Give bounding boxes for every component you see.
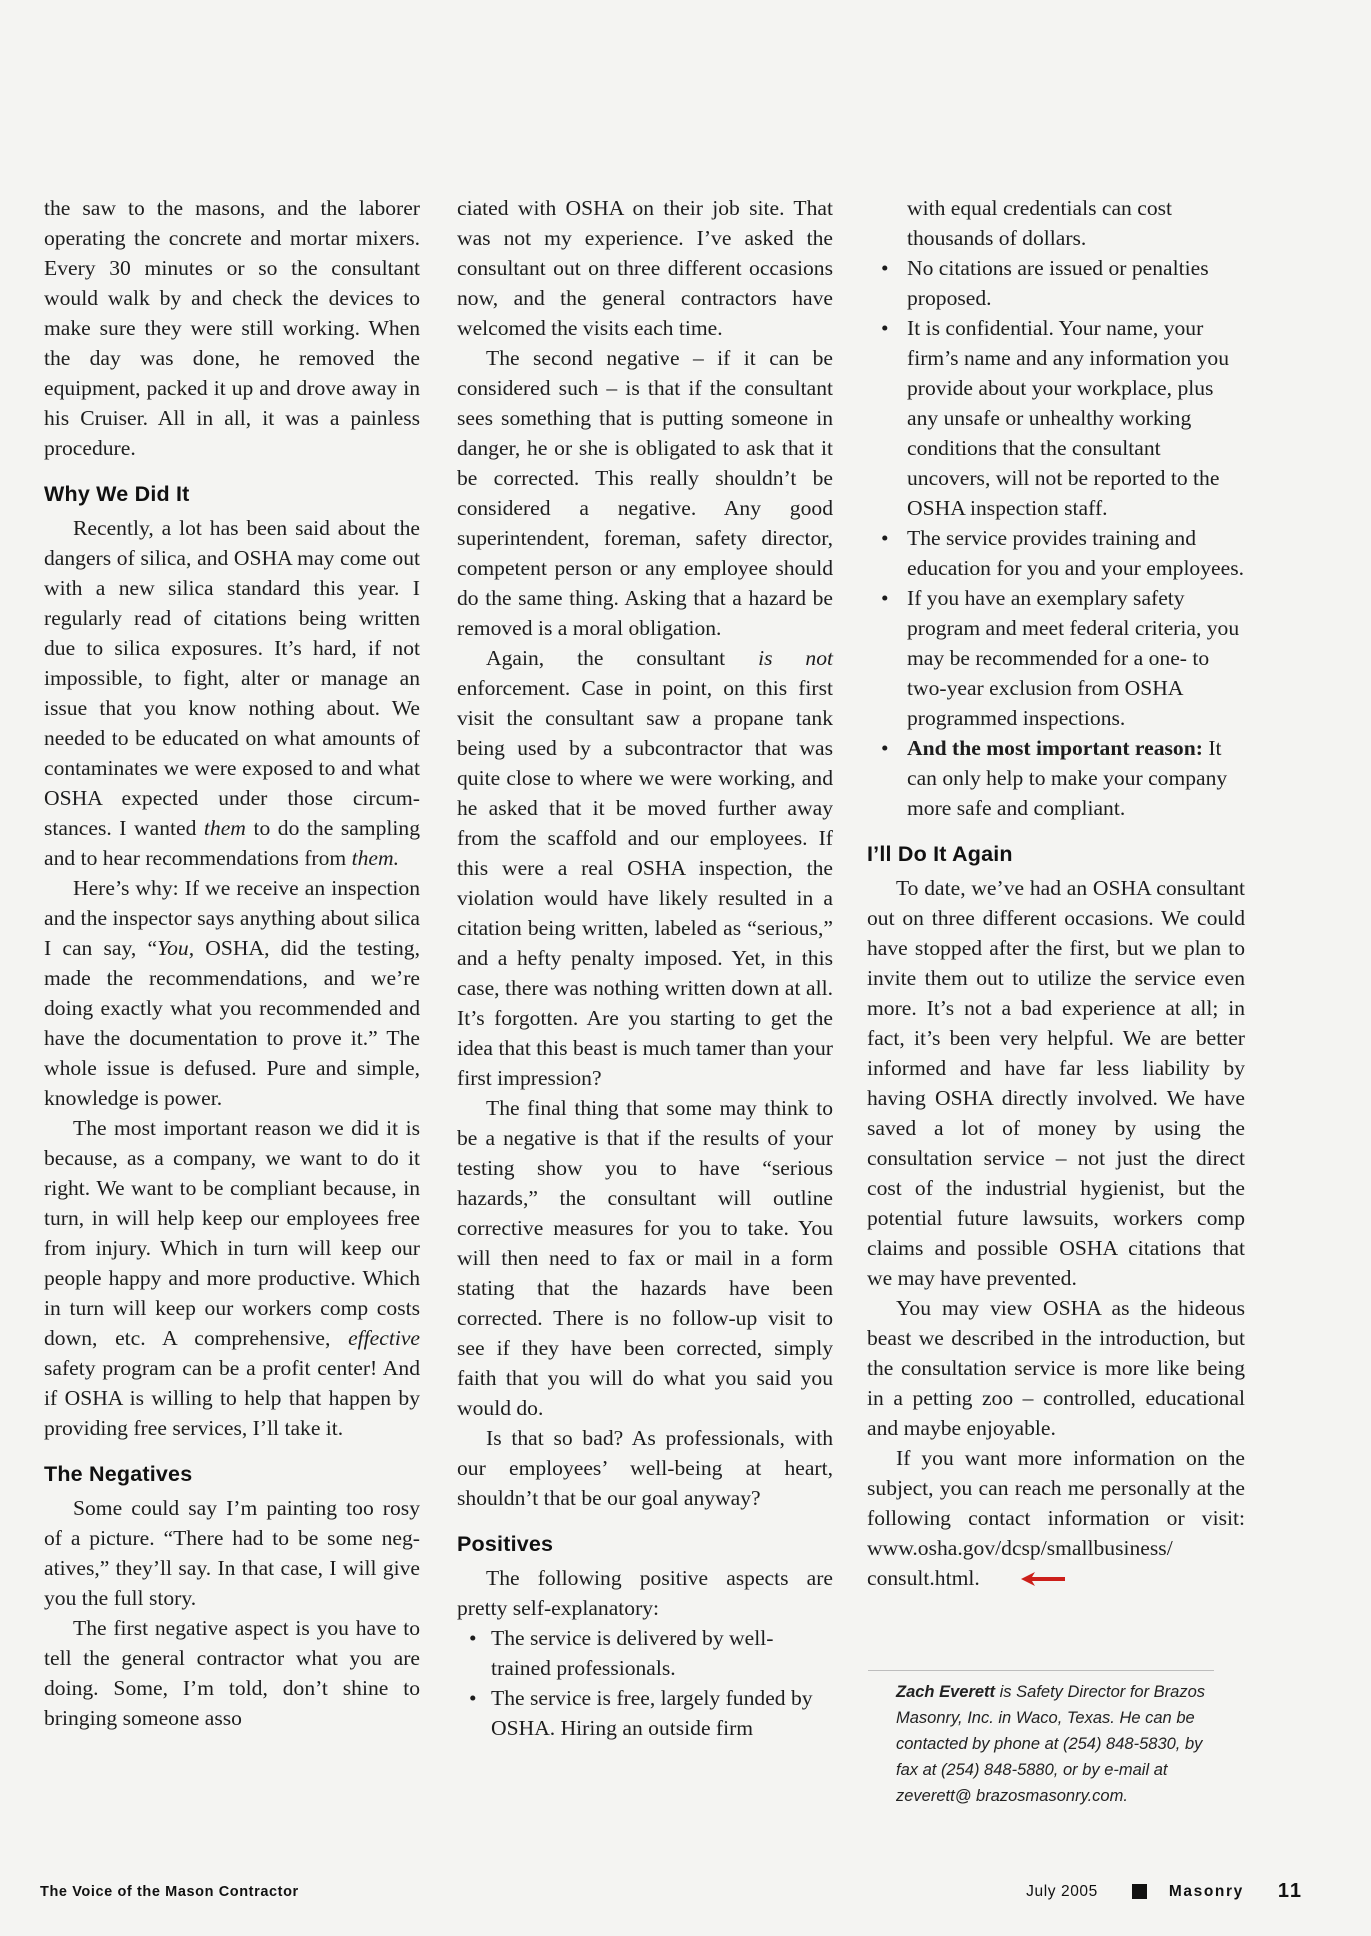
paragraph-second-negative: The second negative – if it can be considered such – is that if the consultant sees something that is putting someone in danger, he or she is obligated to ask that it be corrected. This really shouldn’t be considered a negative. Any good superintendent, foreman, safety director, competent person or any employee should do the same thing. Asking that a hazard be removed is a moral obligation. <box>457 346 833 640</box>
heading-ill-do-it-again: I’ll Do It Again <box>867 842 1013 866</box>
article-column-3 <box>867 193 1245 1595</box>
paragraph-why-2: Here’s why: If we receive an inspection and the inspector says anything about silica I can say, “You, OSHA, did the testing, made the recommendations, and we’re doing exactly what you recommended and have the documentation to prove it.” The whole issue is defused. Pure and simple, knowledge is power. <box>44 876 420 1110</box>
positives-list-continued <box>867 193 1245 823</box>
list-item: • If you have an exemplary safety program and meet federal criteria, you may be recommended for a one- to two-year exclusion from OSHA programmed inspections. <box>867 583 1245 733</box>
paragraph-again-1: To date, we’ve had an OSHA consultant out on three different occasions. We could have stopped after the first, but we plan to invite them out to utilize the service even more. It’s not a bad experience at all; in fact, it’s been very helpful. We are better informed and have far less liability by having OSHA directly involved. We have saved a lot of money by using the consultation service – not just the direct cost of the industrial hygienist, but the potential future lawsuits, workers comp claims and possible OSHA citations that we may have prevented. <box>867 876 1245 1290</box>
list-item: • The service is free, largely funded by OSHA. Hiring an outside firm <box>457 1683 833 1743</box>
paragraph-intro: the saw to the masons, and the laborer operating the concrete and mortar mixers. Every 30 minutes or so the consultant would walk by and check the devices to make sure they were still working. When the day was done, he removed the equipment, packed it up and drove away in his Cruiser. All in all, it was a painless procedure. <box>44 196 420 460</box>
paragraph-so-bad: Is that so bad? As professionals, with our employees’ well-being at heart, shouldn’t that be our goal anyway? <box>457 1426 833 1510</box>
article-column-1 <box>44 193 420 1733</box>
footer-tagline: The Voice of the Mason Contractor <box>40 1884 299 1900</box>
list-item: • The service provides training and education for you and your employees. <box>867 523 1245 583</box>
footer-page-info <box>1026 1880 1303 1903</box>
list-item: • It is confidential. Your name, your firm’s name and any information you provide about your workplace, plus any unsafe or unhealthy working conditions that the consultant uncovers, will not be reported to the OSHA inspection staff. <box>867 313 1245 523</box>
paragraph-again-3: If you want more information on the subject, you can reach me personally at the following contact information or visit: www.osha.gov/dcsp/smallbusiness/ consult.html. <box>867 1443 1245 1595</box>
heading-why-we-did-it: Why We Did It <box>44 482 190 506</box>
end-arrow-icon <box>990 1565 1067 1595</box>
list-item-continued: with equal credentials can cost thousands of dollars. <box>907 196 1173 250</box>
paragraph-why-3: The most important reason we did it is because, as a company, we want to do it right. We want to be compliant because, in turn, in will help keep our employees free from injury. Which in turn will keep our people happy and more productive. Which in turn will keep our workers comp costs down, etc. A comprehensive, effective safety program can be a profit center! And if OSHA is willing to help that happen by providing free services, I’ll take it. <box>44 1116 420 1440</box>
paragraph-positives-intro: The following positive aspects are pretty self-explanatory: <box>457 1566 833 1620</box>
heading-positives: Positives <box>457 1532 554 1556</box>
article-column-2 <box>457 193 833 1743</box>
footer-date: July 2005 <box>1026 1882 1098 1900</box>
paragraph-why-1: Recently, a lot has been said about the dangers of silica, and OSHA may come out with a new silica standard this year. I regularly read of citations being written due to silica exposures. It’s hard, if not impossible, to fight, alter or manage an issue that you know nothing about. We needed to be educated on what amounts of contaminates we were exposed to and what OSHA expected under those circumstances. I wanted them to do the sampling and to hear recommendations from them. <box>44 516 420 870</box>
paragraph-again-2: You may view OSHA as the hideous beast we described in the introduction, but the consultation service is more like being in a petting zoo – controlled, educational and maybe enjoyable. <box>867 1296 1245 1440</box>
list-item: • No citations are issued or penalties proposed. <box>867 253 1245 313</box>
page-number: 11 <box>1277 1880 1303 1902</box>
list-item: • The service is delivered by well-trained professionals. <box>457 1623 833 1683</box>
paragraph-negatives-2: The first negative aspect is you have to tell the general contractor what you are doing. Some, I’m told, don’t shine to bringing someone asso <box>44 1616 420 1730</box>
author-bio: Zach Everett is Safety Director for Brazos Masonry, Inc. in Waco, Texas. He can be contacted by phone at (254) 848-5830, by fax at (254) 848-5880, or by e-mail at zeverett@ brazosmasonry.com. <box>868 1670 1214 1809</box>
heading-the-negatives: The Negatives <box>44 1462 193 1486</box>
footer-magazine: Masonry <box>1168 1882 1244 1900</box>
paragraph-again: Again, the consultant is not enforcement. Case in point, on this first visit the consultant saw a propane tank being used by a subcontractor that was quite close to where we were working, and he asked that it be moved further away from the scaffold and our employees. If this were a real OSHA inspection, the violation would have likely resulted in a citation being written, labeled as “serious,” and a hefty penalty imposed. Yet, in this case, there was nothing written down at all. It’s forgotten. Are you starting to get the idea that this beast is much tamer than your first impression? <box>457 646 833 1090</box>
positives-list <box>457 1623 833 1743</box>
paragraph-final-negative: The final thing that some may think to be a negative is that if the results of your testing show you to have “serious hazards,” the consultant will outline corrective measures for you to take. You will then need to fax or mail in a form stating that the hazards have been corrected. There is no follow-up visit to see if they have been corrected, simply faith that you will do what you said you would do. <box>457 1096 833 1420</box>
paragraph-negatives-1: Some could say I’m painting too rosy of a picture. “There had to be some negatives,” they’ll say. In that case, I will give you the full story. <box>44 1496 420 1610</box>
paragraph-continued: ciated with OSHA on their job site. That was not my experience. I’ve asked the consultant out on three different occasions now, and the general contractors have welcomed the visits each time. <box>457 196 833 340</box>
list-item-most-important: • And the most important reason: It can only help to make your company more safe and compliant. <box>867 733 1245 823</box>
square-separator-icon <box>1132 1884 1147 1899</box>
